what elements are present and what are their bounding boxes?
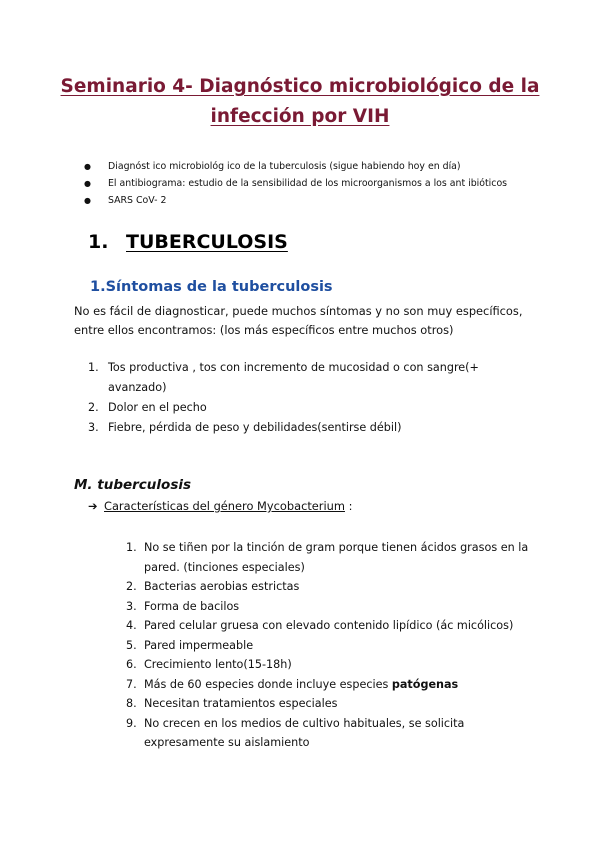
emphasis-pathogens: patógenas (391, 677, 459, 691)
bullet-icon: ● (84, 196, 91, 205)
document-title-line-1: Seminario 4- Diagnóstico microbiológico de la (60, 76, 540, 97)
section-heading-tuberculosis: 1. TUBERCULOSIS (88, 231, 288, 253)
bullet-icon: ● (84, 179, 91, 188)
intro-paragraph-line-1: No es fácil de diagnosticar, puede muchos síntomas y no son muy específicos, (74, 304, 523, 318)
document-title-line-2: infección por VIH (210, 106, 390, 127)
arrow-right-icon: ➔ (88, 499, 98, 513)
intro-paragraph-line-2: entre ellos encontramos: (los más específicos entre muchos otros) (74, 323, 454, 337)
characteristics-subheading: ➔ Características del género Mycobacterium : (88, 499, 353, 513)
subsection-heading-symptoms: 1.Síntomas de la tuberculosis (90, 279, 333, 295)
bullet-icon: ● (84, 162, 91, 171)
mtb-heading: M. tuberculosis (74, 477, 192, 493)
